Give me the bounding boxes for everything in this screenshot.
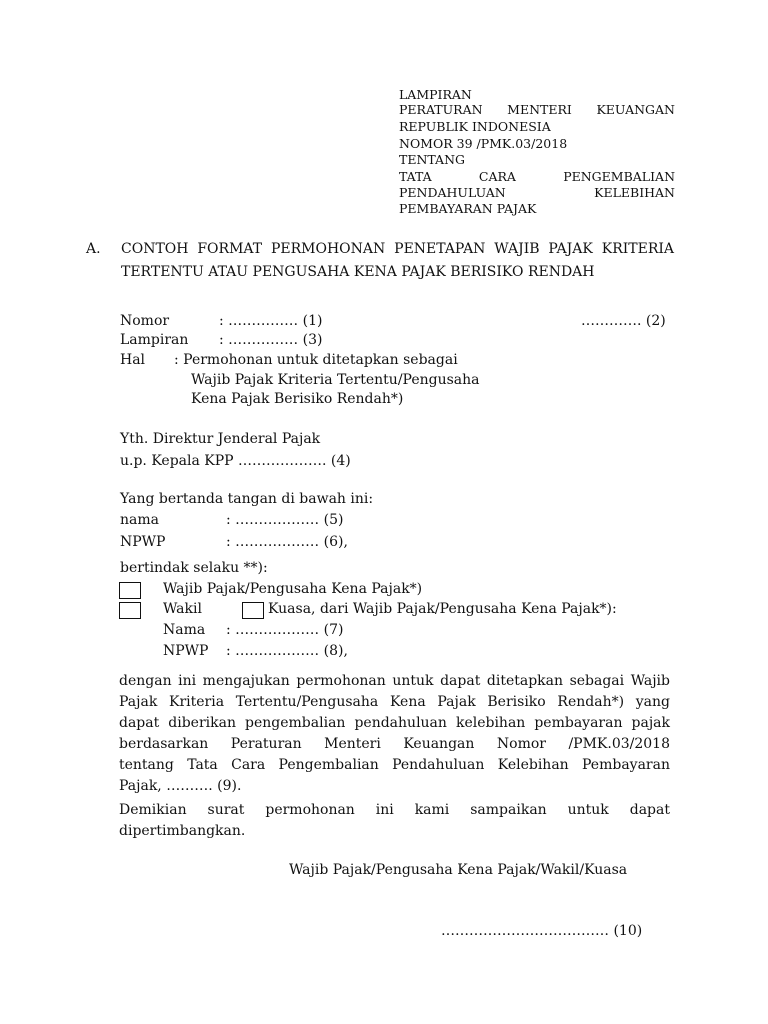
signed-intro: Yang bertanda tangan di bawah ini: <box>120 491 374 507</box>
nomor-value: : …………… (1) <box>219 313 323 329</box>
header-line-tata-cara: TATA CARA PENGEMBALIAN <box>399 169 675 184</box>
header-line-republik: REPUBLIK INDONESIA <box>399 119 551 134</box>
nomor-label: Nomor <box>120 313 170 329</box>
header-line-pembayaran: PEMBAYARAN PAJAK <box>399 201 537 216</box>
hal-line1: : Permohonan untuk ditetapkan sebagai <box>174 352 458 368</box>
checkbox-kuasa[interactable] <box>242 602 264 619</box>
header-line-nomor: NOMOR 39 /PMK.03/2018 <box>399 136 568 151</box>
hal-label: Hal <box>120 352 146 368</box>
option-wakil-label: Wakil <box>163 601 202 617</box>
hal-line3: Kena Pajak Berisiko Rendah*) <box>191 391 404 407</box>
npwp-value: : ……………… (6), <box>226 534 348 550</box>
nama-label: nama <box>120 512 159 528</box>
lampiran-value: : …………… (3) <box>219 332 323 348</box>
header-line-lampiran: LAMPIRAN <box>399 87 472 102</box>
body-line6: Pajak, ………. (9). <box>119 778 242 794</box>
checkbox-wakil[interactable] <box>119 602 141 619</box>
rep-npwp-label: NPWP <box>163 643 209 659</box>
rep-nama-label: Nama <box>163 622 206 638</box>
closing-line1: Demikian surat permohonan ini kami sampaikan untuk dapat <box>119 802 670 818</box>
nama-value: : ……………… (5) <box>226 512 344 528</box>
hal-line2: Wajib Pajak Kriteria Tertentu/Pengusaha <box>191 372 480 388</box>
signer-title: Wajib Pajak/Pengusaha Kena Pajak/Wakil/Kuasa <box>289 862 628 878</box>
lampiran-label: Lampiran <box>120 332 189 348</box>
body-line1: dengan ini mengajukan permohonan untuk dapat ditetapkan sebagai Wajib <box>119 673 670 689</box>
option-kuasa-label: Kuasa, dari Wajib Pajak/Pengusaha Kena Pajak*): <box>268 601 617 617</box>
checkbox-wajib-pajak[interactable] <box>119 582 141 599</box>
npwp-label: NPWP <box>120 534 166 550</box>
signature-line: ……………………………… (10) <box>441 923 643 939</box>
date-value: …………. (2) <box>581 313 666 329</box>
section-title-line2: TERTENTU ATAU PENGUSAHA KENA PAJAK BERISIKO RENDAH <box>121 264 595 280</box>
rep-nama-value: : ……………… (7) <box>226 622 344 638</box>
body-line4: berdasarkan Peraturan Menteri Keuangan Nomor /PMK.03/2018 <box>119 736 670 752</box>
rep-npwp-value: : ……………… (8), <box>226 643 348 659</box>
header-line-tentang: TENTANG <box>399 152 466 167</box>
body-paragraph <box>119 671 670 797</box>
body-line2: Pajak Kriteria Tertentu/Pengusaha Kena Pajak Berisiko Rendah*) yang <box>119 694 670 710</box>
body-line3: dapat diberikan pengembalian pendahuluan kelebihan pembayaran pajak <box>119 715 670 731</box>
section-letter: A. <box>86 241 101 257</box>
addressee-line1: Yth. Direktur Jenderal Pajak <box>120 431 321 447</box>
body-line5: tentang Tata Cara Pengembalian Pendahuluan Kelebihan Pembayaran <box>119 757 670 773</box>
header-line-peraturan: PERATURAN MENTERI KEUANGAN <box>399 102 675 117</box>
section-title-line1: CONTOH FORMAT PERMOHONAN PENETAPAN WAJIB PAJAK KRITERIA <box>121 241 674 257</box>
option-wajib-pajak-label: Wajib Pajak/Pengusaha Kena Pajak*) <box>163 581 423 597</box>
closing-paragraph <box>119 800 670 842</box>
acting-as-label: bertindak selaku **): <box>120 560 268 576</box>
closing-line2: dipertimbangkan. <box>119 823 246 839</box>
header-line-pendahuluan: PENDAHULUAN KELEBIHAN <box>399 185 675 200</box>
addressee-line2: u.p. Kepala KPP ………………. (4) <box>120 453 351 469</box>
